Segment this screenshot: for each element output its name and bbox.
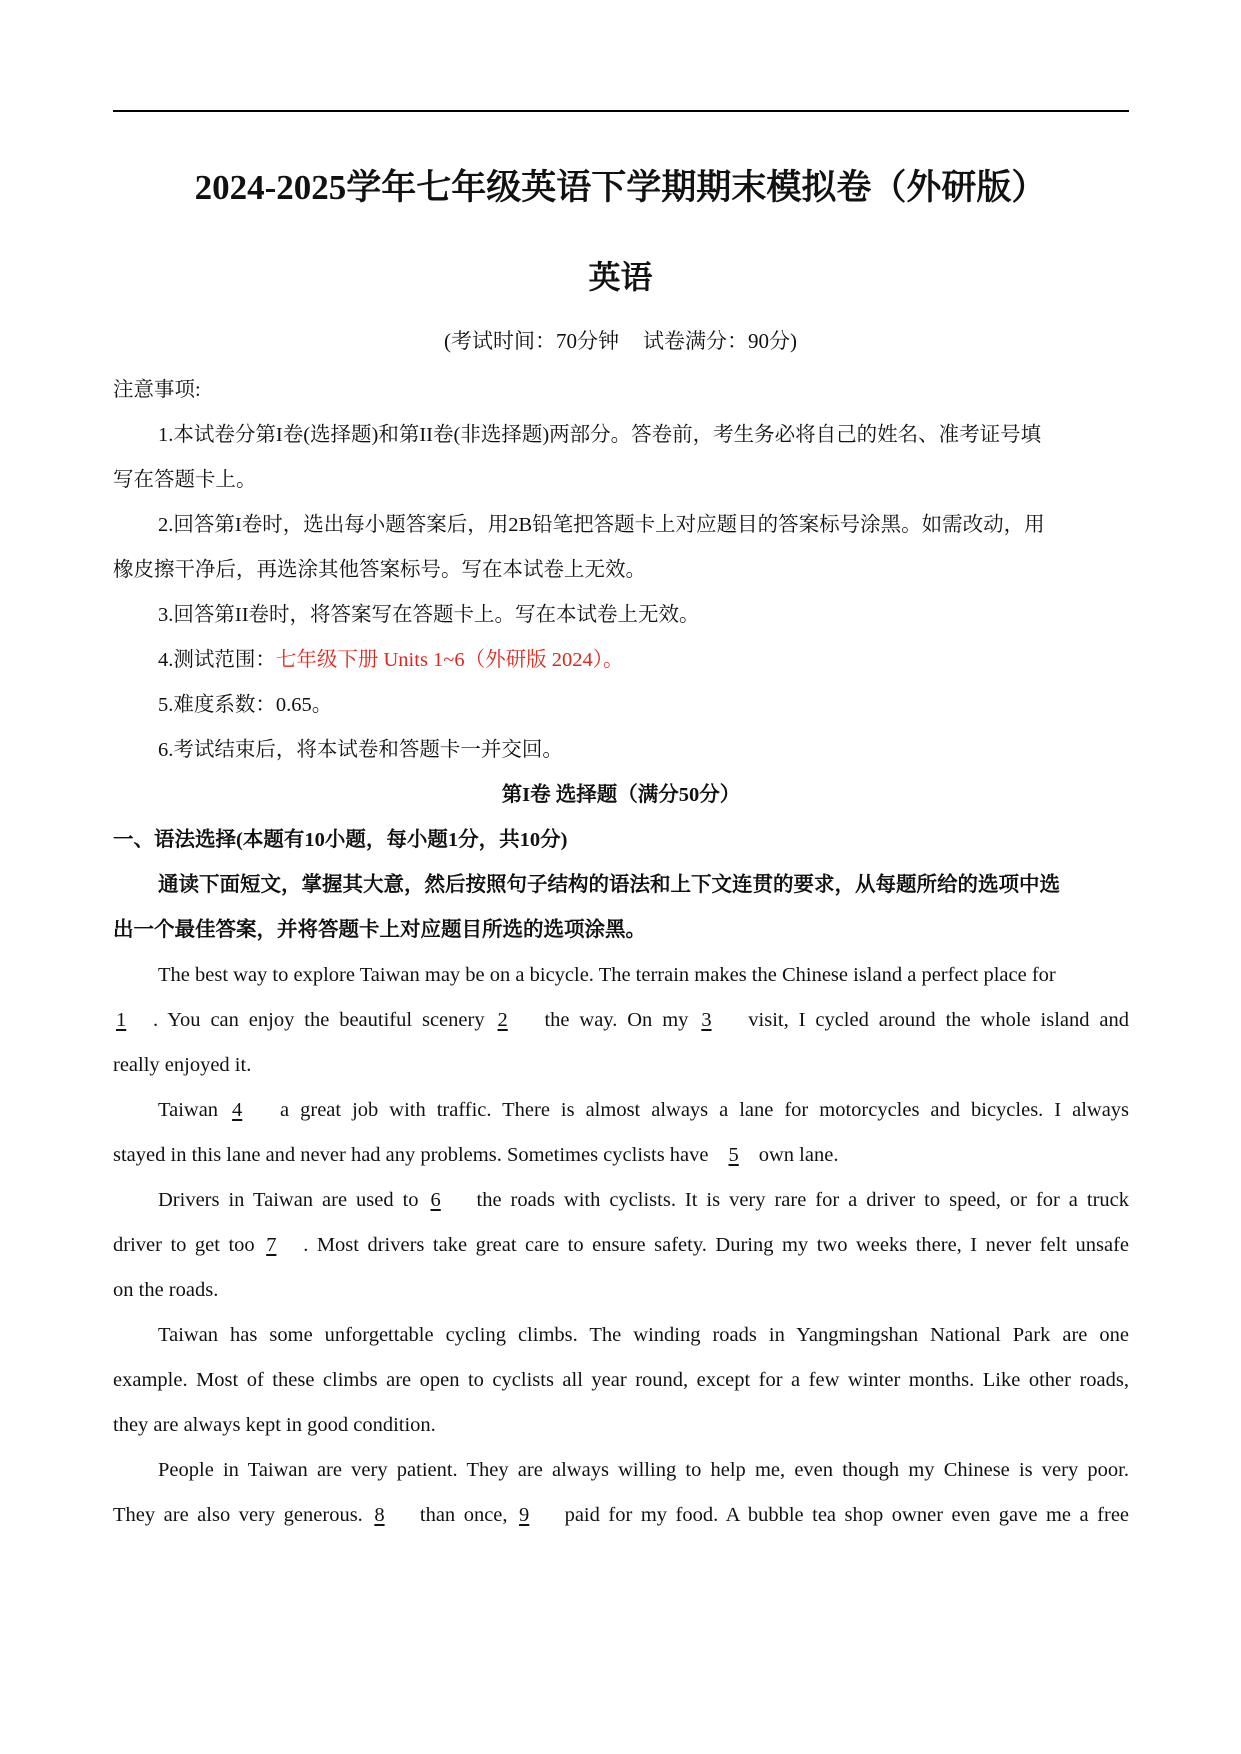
- passage-text: the way. On my: [544, 1009, 689, 1031]
- blank-2[interactable]: 2: [497, 1009, 508, 1031]
- passage-p3-line-1: [113, 1178, 1129, 1223]
- passage-p1-line-1: The best way to explore Taiwan may be on a bicycle. The terrain makes the Chinese island a perfect place for: [158, 964, 1056, 986]
- notice-item-2-line-2: 橡皮擦干净后，再选涂其他答案标号。写在本试卷上无效。: [113, 559, 646, 581]
- blank-7[interactable]: 7: [266, 1234, 277, 1256]
- blank-9[interactable]: 9: [519, 1504, 530, 1526]
- exam-info: [0, 325, 1241, 355]
- passage-text: Taiwan: [158, 1099, 219, 1121]
- instruction-line-2: 出一个最佳答案，并将答题卡上对应题目所选的选项涂黑。: [113, 919, 646, 941]
- notice-item-3: 3.回答第II卷时，将答案写在答题卡上。写在本试卷上无效。: [158, 604, 700, 626]
- paper-title: 2024-2025学年七年级英语下学期期末模拟卷（外研版）: [194, 168, 1047, 207]
- notice-heading: 注意事项:: [113, 379, 201, 401]
- passage-p2-line-2: [113, 1133, 1129, 1178]
- passage-text: . Most drivers take great care to ensure safety. During my two weeks there, I never felt unsafe: [303, 1234, 1129, 1256]
- passage-p1-line-3: really enjoyed it.: [113, 1054, 252, 1076]
- passage-text: the roads with cyclists. It is very rare for a driver to speed, or for a truck: [476, 1189, 1130, 1211]
- passage-text: visit, I cycled around the whole island and: [748, 1009, 1130, 1031]
- notice-item-4: [113, 638, 1129, 683]
- passage-p4-line-3: they are always kept in good condition.: [113, 1414, 436, 1436]
- content-body: [113, 368, 1129, 1538]
- exam-time: (考试时间：70分钟: [444, 329, 619, 353]
- notice-item-1-line-1: 1.本试卷分第I卷(选择题)和第II卷(非选择题)两部分。答卷前，考生务必将自己的姓名、准考证号填: [158, 424, 1042, 446]
- passage-text: a great job with traffic. There is almost always a lane for motorcycles and bicycles. I always: [280, 1099, 1130, 1121]
- passage-text: . You can enjoy the beautiful scenery: [153, 1009, 485, 1031]
- passage-p2-line-1: [113, 1088, 1129, 1133]
- passage-text: than once,: [419, 1504, 508, 1526]
- passage-p5-line-2: [113, 1493, 1129, 1538]
- passage-text: Drivers in Taiwan are used to: [158, 1189, 419, 1211]
- subject-title: 英语: [588, 259, 653, 295]
- notice-item-6: 6.考试结束后，将本试卷和答题卡一并交回。: [158, 739, 563, 761]
- blank-5[interactable]: 5: [728, 1144, 739, 1166]
- passage-p1-line-2: [113, 998, 1129, 1043]
- blank-4[interactable]: 4: [232, 1099, 243, 1121]
- full-score: 试卷满分：90分): [643, 329, 797, 353]
- passage-p3-line-3: on the roads.: [113, 1279, 219, 1301]
- passage-p4-line-2: example. Most of these climbs are open to cyclists all year round, except for a few winter months. Like other roads,: [113, 1369, 1129, 1391]
- blank-3[interactable]: 3: [701, 1009, 712, 1031]
- test-scope: 七年级下册 Units 1~6（外研版 2024）。: [275, 649, 624, 671]
- passage-text: driver to get too: [113, 1234, 255, 1256]
- blank-8[interactable]: 8: [374, 1504, 385, 1526]
- section-heading: 第I卷 选择题（满分50分）: [501, 784, 741, 806]
- blank-6[interactable]: 6: [430, 1189, 441, 1211]
- part-title: 一、语法选择(本题有10小题，每小题1分，共10分): [113, 829, 568, 851]
- passage-p4-line-1: Taiwan has some unforgettable cycling climbs. The winding roads in Yangmingshan National Park are one: [158, 1324, 1129, 1346]
- instruction-line-1: 通读下面短文，掌握其大意，然后按照句子结构的语法和上下文连贯的要求，从每题所给的选项中选: [158, 874, 1060, 896]
- blank-1[interactable]: 1: [116, 1009, 127, 1031]
- passage-text: stayed in this lane and never had any problems. Sometimes cyclists have: [113, 1144, 709, 1166]
- passage-text: paid for my food. A bubble tea shop owner even gave me a free: [564, 1504, 1130, 1526]
- top-rule: [113, 110, 1129, 112]
- passage-p5-line-1: People in Taiwan are very patient. They are always willing to help me, even though my Chinese is very poor.: [158, 1459, 1129, 1481]
- notice-item-4-prefix: 4.测试范围：: [158, 649, 276, 671]
- passage-p3-line-2: [113, 1223, 1129, 1268]
- passage-text: own lane.: [758, 1144, 839, 1166]
- notice-item-5: 5.难度系数：0.65。: [158, 694, 333, 716]
- passage-text: They are also very generous.: [113, 1504, 363, 1526]
- notice-item-2-line-1: 2.回答第I卷时，选出每小题答案后，用2B铅笔把答题卡上对应题目的答案标号涂黑。如需改动，用: [158, 514, 1045, 536]
- notice-item-1-line-2: 写在答题卡上。: [113, 469, 257, 491]
